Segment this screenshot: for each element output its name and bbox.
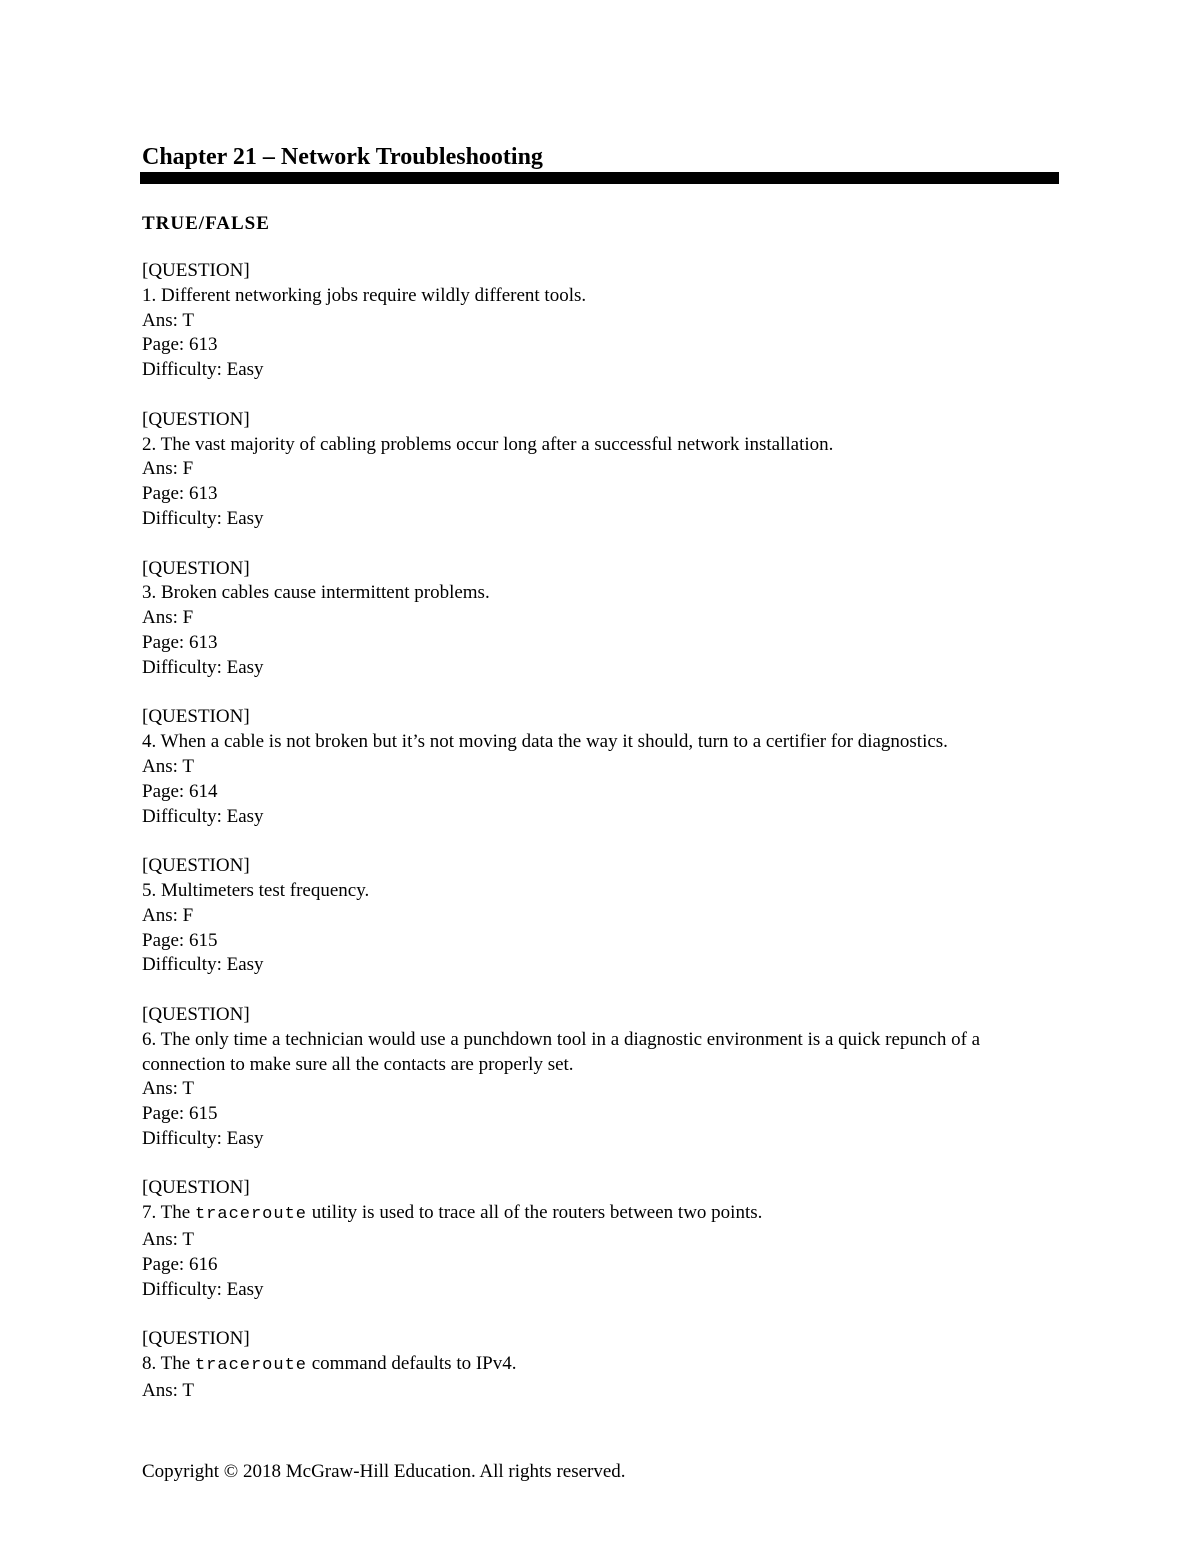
question-block [142,259,1062,383]
answer-value: T [182,309,194,331]
question-text [142,284,1062,309]
answer-label: Ans: [142,607,183,629]
answer-label: Ans: [142,309,183,331]
difficulty-label: Difficulty: [142,507,227,529]
question-text [142,1028,1062,1078]
page-label: Page: [142,1103,189,1125]
page-label: Page: [142,483,189,505]
page-value: 615 [188,1103,218,1125]
page-line [142,482,1062,507]
page-line [142,631,1062,656]
title-rule [140,172,1059,184]
answer-line [142,606,1062,631]
page-value: 615 [188,929,218,951]
question-tag: [QUESTION] [142,260,250,281]
page-label: Page: [142,631,189,653]
page-value: 614 [188,780,218,802]
difficulty-line [142,805,1062,830]
difficulty-line [142,1278,1062,1303]
page-label: Page: [142,334,189,356]
question-number: 4. [142,731,161,753]
difficulty-label: Difficulty: [142,656,227,678]
question-number: 1. [142,284,161,306]
question-text [142,433,1062,458]
question-number: 6. [142,1028,161,1050]
difficulty-value: Easy [226,656,264,678]
page-line [142,929,1062,954]
question-statement: Broken cables cause intermittent problems. [161,582,490,604]
question-block [142,1327,1062,1403]
chapter-title: Chapter 21 – Network Troubleshooting [142,144,543,170]
answer-line [142,755,1062,780]
question-text [142,1201,1062,1228]
question-tag: [QUESTION] [142,1003,250,1025]
question-tag: [QUESTION] [142,1328,250,1350]
answer-value: T [182,1379,194,1401]
answer-line [142,457,1062,482]
difficulty-value: Easy [226,805,264,827]
answer-label: Ans: [142,1229,183,1251]
question-block [142,854,1062,978]
question-statement-start: The [160,1353,195,1375]
question-block [142,1176,1062,1302]
page-label: Page: [142,780,189,802]
question-statement-start: The [160,1202,195,1224]
page-line [142,1253,1062,1278]
difficulty-value: Easy [226,359,264,381]
answer-line [142,309,1062,334]
question-block [142,408,1062,532]
answer-value: T [182,755,194,777]
question-statement: Different networking jobs require wildly different tools. [161,284,587,306]
question-statement: The only time a technician would use a punchdown tool in a diagnostic environment is a quick repunch of a connection to make sure all the contacts are properly set. [142,1028,981,1075]
question-block [142,1003,1062,1152]
page-line [142,333,1062,358]
question-text [142,730,1062,755]
difficulty-label: Difficulty: [142,805,227,827]
answer-label: Ans: [142,1078,183,1100]
question-statement-end: command defaults to IPv4. [307,1353,517,1375]
page-label: Page: [142,929,189,951]
difficulty-label: Difficulty: [142,1127,227,1149]
answer-label: Ans: [142,1379,183,1401]
difficulty-label: Difficulty: [142,954,227,976]
question-number: 2. [142,433,161,455]
difficulty-value: Easy [226,954,264,976]
question-block [142,705,1062,829]
answer-value: F [182,458,194,480]
page-value: 613 [188,334,218,356]
difficulty-value: Easy [226,1127,264,1149]
question-statement: When a cable is not broken but it’s not moving data the way it should, turn to a certifier for diagnostics. [160,731,948,753]
question-tag: [QUESTION] [142,1177,250,1199]
question-tag: [QUESTION] [142,706,250,728]
code-term: traceroute [194,1205,307,1225]
question-text [142,581,1062,606]
difficulty-line [142,953,1062,978]
question-list [142,259,1062,1404]
question-text [142,1352,1062,1379]
page-value: 613 [188,631,218,653]
question-tag: [QUESTION] [142,557,250,579]
question-statement: Multimeters test frequency. [161,879,370,901]
question-statement: The vast majority of cabling problems occur long after a successful network installation. [160,433,834,455]
code-term: traceroute [194,1356,307,1376]
question-number: 3. [142,582,161,604]
answer-label: Ans: [142,458,183,480]
answer-value: F [182,904,194,926]
answer-line [142,1077,1062,1102]
answer-value: F [182,607,194,629]
difficulty-line [142,358,1062,383]
difficulty-line [142,507,1062,532]
answer-line [142,904,1062,929]
answer-line [142,1379,1062,1404]
answer-label: Ans: [142,904,183,926]
page-line [142,1102,1062,1127]
question-block [142,557,1062,681]
answer-label: Ans: [142,755,183,777]
page-label: Page: [142,1253,189,1275]
difficulty-label: Difficulty: [142,359,227,381]
difficulty-value: Easy [226,507,264,529]
question-number: 8. [142,1353,161,1375]
page-value: 616 [188,1253,218,1275]
question-number: 7. [142,1202,161,1224]
question-text [142,879,1062,904]
copyright-footer: Copyright © 2018 McGraw-Hill Education. All rights reserved. [142,1461,626,1482]
question-tag: [QUESTION] [142,408,250,430]
question-number: 5. [142,879,161,901]
answer-line [142,1228,1062,1253]
question-tag: [QUESTION] [142,855,250,877]
difficulty-line [142,1127,1062,1152]
section-heading: TRUE/FALSE [142,213,270,234]
difficulty-value: Easy [226,1278,264,1300]
page-line [142,780,1062,805]
answer-value: T [182,1078,194,1100]
difficulty-label: Difficulty: [142,1278,227,1300]
answer-value: T [182,1229,194,1251]
page-value: 613 [188,483,218,505]
question-statement-end: utility is used to trace all of the routers between two points. [307,1202,763,1224]
difficulty-line [142,656,1062,681]
